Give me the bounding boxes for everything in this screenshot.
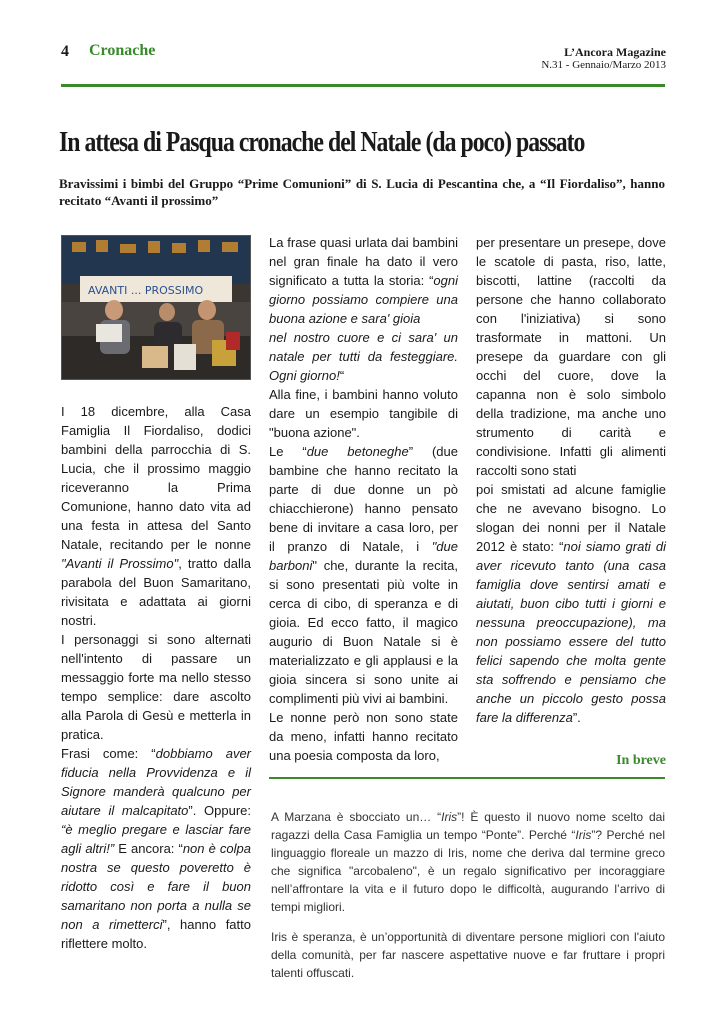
italic-text-run: "Avanti il Prossimo" (61, 556, 179, 571)
in-brief-title: In breve (616, 753, 666, 768)
text-run: ” (due bambine che hanno recitato la parte di due donne un pò chiacchierone) hanno pensato bene di invitare a casa loro, per il pranzo di Natale, i (269, 444, 458, 554)
text-run: I personaggi si sono alternati nell'intento di passare un messaggio forte ma nello stesso tempo semplice: dare ascolto alla Parola di Gesù e metterla in pratica. (61, 632, 251, 742)
text-run: I 18 dicembre, alla Casa Famiglia Il Fiordaliso, dodici bambini della parrocchia di S. Lucia, che il prossimo maggio riceveranno la Prima Comunione, hanno dato vita ad una festa in attesa del Santo Natale, recitando per le nonne (61, 404, 251, 552)
paragraph (476, 233, 666, 480)
section-title: Cronache (89, 42, 156, 59)
text-run: Frasi come: “ (61, 746, 156, 761)
paragraph (269, 708, 458, 765)
issue-info: N.31 - Gennaio/Marzo 2013 (541, 59, 666, 71)
page-number: 4 (61, 43, 69, 60)
italic-text-run: due betoneghe (306, 444, 409, 459)
text-run: La frase quasi urlata dai bambini nel gran finale ha dato il vero significato a tutta la storia: “ (269, 235, 458, 288)
text-run: , tratto dalla parabola del Buon Samaritano, rivisitata e adattata ai giorni nostri. (61, 556, 251, 628)
text-run: ”, hanno fatto riflettere molto. (61, 917, 251, 951)
article-column-2 (269, 233, 458, 765)
paragraph (269, 385, 458, 442)
text-run: Alla fine, i bambini hanno voluto dare un esempio tangibile di "buona azione". (269, 387, 458, 440)
paragraph (271, 928, 665, 982)
text-run: ”? Perché nel linguaggio floreale un mazzo di Iris, nome che deriva dal termine greco che significa "arcobaleno", è un regalo significativo per incoraggiare nell’affrontare la vita e il futuro dopo le difficoltà, augurando l’arrivo di tempi migliori. (271, 828, 665, 914)
italic-text-run: Iris (575, 828, 592, 842)
italic-text-run: Iris (441, 810, 458, 824)
italic-text-run: nel nostro cuore e ci sara' un natale per tutti da festeggiare. Ogni giorno! (269, 330, 458, 383)
italic-text-run: “è meglio pregare e lasciar fare agli altri!” (61, 822, 251, 856)
article-lead: Bravissimi i bimbi del Gruppo “Prime Comunioni” di S. Lucia di Pescantina che, a “Il Fiordaliso”, hanno recitato “Avanti il prossimo” (59, 176, 665, 208)
article-column-3 (476, 233, 666, 727)
italic-text-run: noi siamo grati di aver ricevuto tanto (una casa famiglia dove sentirsi amati e aiutati, buon cibo tutti i giorni e nessuna preoccupazione), ma non possiamo essere del tutto felici sapendo che molta gente sta soffrendo e pensiamo che anche un piccolo gesto possa fare la differenza (476, 539, 666, 725)
text-run: ”. Oppure: (188, 803, 251, 818)
paragraph (271, 808, 665, 916)
text-run: E ancora: “ (114, 841, 183, 856)
paragraph (269, 442, 458, 708)
text-run: ”! È questo il nuovo nome scelto dai ragazzi della Casa Famiglia un tempo “Ponte”. Perché “ (271, 810, 665, 842)
text-run: poi smistati ad alcune famiglie che ne avevano bisogno. Lo slogan dei nonni per il Natale 2012 è stato: “ (476, 482, 666, 554)
text-run: “ (339, 368, 345, 383)
italic-text-run: non è colpa nostra se questo poveretto è ridotto così e fare il buon samaritano non porta a nulla se non a rimetterci (61, 841, 251, 932)
in-brief-text (271, 796, 665, 994)
text-run: Le “ (269, 444, 307, 459)
in-brief-divider (269, 777, 665, 779)
paragraph (61, 402, 251, 630)
text-run: " che, durante la recita, si sono presentati più volte in cerca di cibo, di speranza e di gioia. Ed ecco fatto, il magico augurio di Buon Natale si è materializzato e gli applausi e la gioia sincera si sono unite ai complimenti più vivi ai bambini. (269, 558, 458, 706)
text-run: ”. (572, 710, 581, 725)
text-run: Le nonne però non sono state da meno, infatti hanno recitato una poesia composta da loro, (269, 710, 458, 763)
paragraph (269, 233, 458, 328)
paragraph (269, 328, 458, 385)
paragraph (61, 630, 251, 744)
italic-text-run: ogni giorno possiamo compiere una buona azione e sara' gioia (269, 273, 458, 326)
article-photo (61, 235, 251, 380)
magazine-name: L’Ancora Magazine (564, 45, 666, 59)
text-run: per presentare un presepe, dove le scatole di pasta, riso, latte, biscotti, lattine (raccolti da persone che hanno collaborato con l'iniziativa) si sono trasformate in mattoni. Un presepe da guardare con gli occhi del cuore, dove la capanna non è solo simbolo della tradizione, ma anche uno strumento di carità e condivisione. Infatti gli alimenti raccolti sono stati (476, 235, 666, 478)
paragraph (476, 480, 666, 727)
italic-text-run: "due barboni (269, 539, 458, 573)
paragraph (61, 744, 251, 953)
svg-text:AVANTI ... PROSSIMO: AVANTI ... PROSSIMO (88, 284, 204, 297)
article-column-1 (61, 402, 251, 953)
header-divider (61, 84, 665, 87)
italic-text-run: dobbiamo aver fiducia nella Provvidenza e il Signore manderà qualcuno per aiutare il malcapitato (61, 746, 252, 818)
text-run: Iris è speranza, è un’opportunità di diventare persone migliori con l'aiuto della comunità, per far nascere aspettative nuove e far fruttare i propri talenti offuscati. (271, 930, 665, 980)
text-run: A Marzana è sbocciato un… “ (271, 810, 442, 824)
article-title: In attesa di Pasqua cronache del Natale (da poco) passato (59, 126, 585, 158)
